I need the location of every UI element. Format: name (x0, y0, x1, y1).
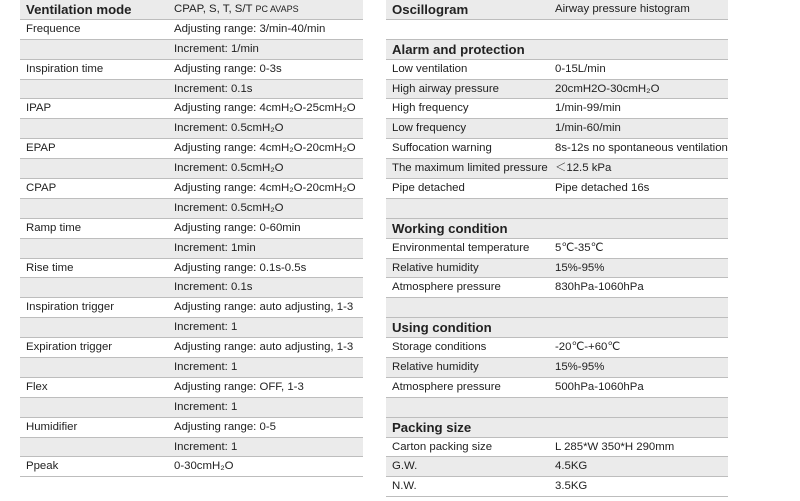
row-value: 4.5KG (555, 460, 588, 473)
oscillogram-value: Airway pressure histogram (555, 3, 690, 15)
table-row (20, 20, 363, 40)
section-header-packing (386, 418, 728, 438)
row-value: -20℃-+60℃ (555, 341, 621, 354)
table-row (20, 199, 363, 219)
table-header-row (20, 0, 363, 20)
spacer-row (386, 199, 728, 219)
row-value: Increment: 1 (174, 440, 238, 453)
table-row (386, 159, 728, 179)
table-row (386, 119, 728, 139)
row-value: Increment: 0.5cmH₂O (174, 162, 284, 175)
section-header-alarm (386, 40, 728, 60)
header-value (174, 0, 299, 19)
row-value: Adjusting range: OFF, 1-3 (174, 380, 304, 393)
row-value: 1/min-99/min (555, 102, 621, 115)
table-row (20, 219, 363, 239)
table-row (20, 179, 363, 199)
table-row (20, 80, 363, 100)
table-row (20, 398, 363, 418)
row-label: CPAP (26, 182, 57, 195)
table-row (20, 378, 363, 398)
row-label: Ppeak (26, 460, 59, 473)
row-value: 15%-95% (555, 361, 605, 374)
table-row (386, 239, 728, 259)
row-label: Low ventilation (392, 62, 468, 75)
table-row (20, 298, 363, 318)
table-row (20, 159, 363, 179)
table-row (386, 139, 728, 159)
ventilation-rows (20, 20, 363, 477)
row-value: Pipe detached 16s (555, 182, 650, 195)
row-value: Adjusting range: auto adjusting, 1-3 (174, 301, 354, 314)
mode-list-small: PC AVAPS (255, 4, 299, 14)
row-value: Increment: 0.1s (174, 82, 253, 95)
row-label: Pipe detached (392, 182, 465, 195)
spacer-row (386, 20, 728, 40)
row-value: 1/min-60/min (555, 122, 621, 135)
table-row (386, 278, 728, 298)
row-label: Storage conditions (392, 341, 487, 354)
table-row (20, 99, 363, 119)
row-value: Increment: 1 (174, 361, 238, 374)
table-row (20, 457, 363, 477)
row-label: Relative humidity (392, 261, 479, 274)
table-row (20, 338, 363, 358)
row-label: High frequency (392, 102, 469, 115)
row-value: ＜12.5 kPa (555, 162, 612, 175)
table-row (20, 239, 363, 259)
row-value: Increment: 0.5cmH₂O (174, 201, 284, 214)
row-value: 8s-12s no spontaneous ventilation (555, 142, 728, 155)
row-label: Low frequency (392, 122, 467, 135)
table-row (386, 477, 728, 497)
row-value: Adjusting range: 0-5 (174, 420, 276, 433)
table-row (386, 378, 728, 398)
row-label: N.W. (392, 480, 417, 493)
row-value: Increment: 1 (174, 321, 238, 334)
row-value: Adjusting range: 4cmH₂O-20cmH₂O (174, 182, 356, 195)
row-value: Adjusting range: 0.1s-0.5s (174, 261, 307, 274)
table-row (386, 457, 728, 477)
row-value: Adjusting range: auto adjusting, 1-3 (174, 341, 354, 354)
spacer-row (386, 298, 728, 318)
table-row (20, 119, 363, 139)
section-title: Alarm and protection (392, 41, 525, 57)
row-value: 15%-95% (555, 261, 605, 274)
table-row (20, 139, 363, 159)
table-row (386, 338, 728, 358)
section-title: Ventilation mode (26, 2, 132, 17)
table-row (386, 358, 728, 378)
table-row (386, 179, 728, 199)
row-value: L 285*W 350*H 290mm (555, 440, 675, 453)
section-header-working (386, 219, 728, 239)
alarm-condition-table (386, 0, 728, 497)
row-label: High airway pressure (392, 82, 499, 95)
row-label: Suffocation warning (392, 142, 492, 155)
section-title: Using condition (392, 320, 492, 336)
row-label: Carton packing size (392, 440, 493, 453)
table-row (386, 438, 728, 458)
section-title: Packing size (392, 419, 472, 435)
row-value: 830hPa-1060hPa (555, 281, 644, 294)
row-label: EPAP (26, 142, 56, 155)
table-row (20, 438, 363, 458)
table-row (20, 259, 363, 279)
table-row (20, 358, 363, 378)
row-value: Increment: 0.5cmH₂O (174, 122, 284, 135)
row-label: Inspiration time (26, 62, 104, 75)
row-label: IPAP (26, 102, 52, 115)
row-value: 20cmH2O-30cmH₂O (555, 82, 660, 95)
row-label: Inspiration trigger (26, 301, 115, 314)
table-row (386, 259, 728, 279)
table-row (386, 80, 728, 100)
row-value: Adjusting range: 4cmH₂O-25cmH₂O (174, 102, 356, 115)
table-row (20, 60, 363, 80)
row-value: 3.5KG (555, 480, 588, 493)
section-rows (386, 40, 728, 497)
table-row (20, 278, 363, 298)
row-value: Adjusting range: 0-60min (174, 221, 301, 234)
table-row (20, 418, 363, 438)
row-value: Adjusting range: 3/min-40/min (174, 22, 326, 35)
row-value: 500hPa-1060hPa (555, 380, 644, 393)
row-value: 0-30cmH₂O (174, 460, 234, 473)
row-value: Adjusting range: 0-3s (174, 62, 282, 75)
row-label: Humidifier (26, 420, 78, 433)
row-label: Ramp time (26, 221, 82, 234)
row-label: Atmosphere pressure (392, 380, 501, 393)
table-row (386, 99, 728, 119)
spacer-row (386, 398, 728, 418)
row-label: Expiration trigger (26, 341, 113, 354)
row-label: Atmosphere pressure (392, 281, 501, 294)
table-row (20, 318, 363, 338)
row-value: Increment: 0.1s (174, 281, 253, 294)
mode-list: CPAP, S, T, S/T (174, 3, 253, 15)
row-label: Rise time (26, 261, 74, 274)
row-label: G.W. (392, 460, 418, 473)
row-value: Adjusting range: 4cmH₂O-20cmH₂O (174, 142, 356, 155)
row-value: 0-15L/min (555, 62, 606, 75)
section-title: Oscillogram (392, 2, 469, 17)
row-label: Environmental temperature (392, 241, 530, 254)
section-header-using (386, 318, 728, 338)
row-label: The maximum limited pressure (392, 162, 548, 175)
row-label: Flex (26, 380, 48, 393)
row-value: Increment: 1min (174, 241, 256, 254)
table-row (386, 60, 728, 80)
row-label: Frequence (26, 22, 81, 35)
row-value: Increment: 1/min (174, 42, 259, 55)
section-title: Working condition (392, 220, 508, 236)
row-value: 5℃-35℃ (555, 241, 604, 254)
table-row (20, 40, 363, 60)
row-label: Relative humidity (392, 361, 479, 374)
ventilation-spec-table (20, 0, 363, 477)
oscillogram-row (386, 0, 728, 20)
row-value: Increment: 1 (174, 400, 238, 413)
